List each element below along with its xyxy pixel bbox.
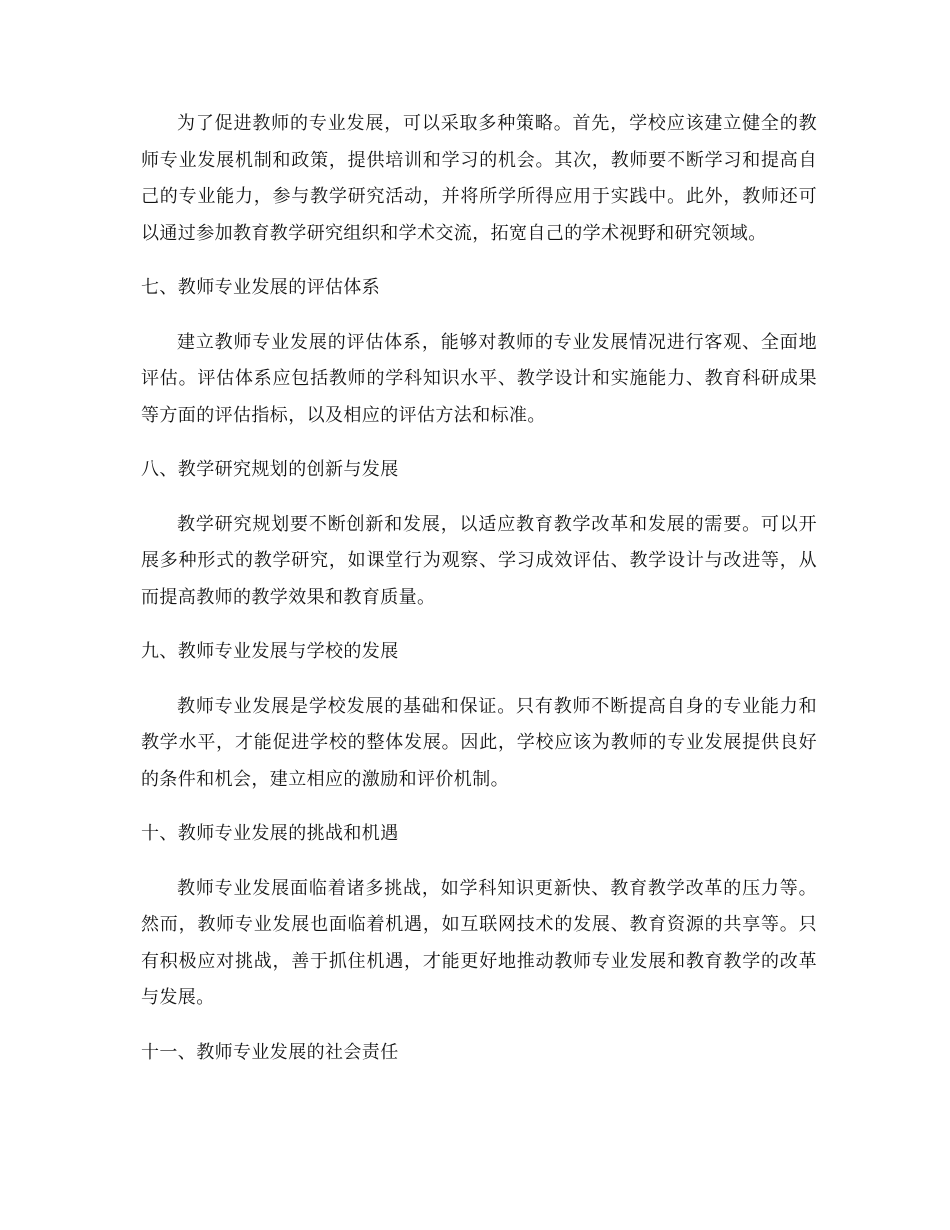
paragraph-evaluation-system: 建立教师专业发展的评估体系，能够对教师的专业发展情况进行客观、全面地评估。评估体系应包括教师的学科知识水平、教学设计和实施能力、教育科研成果等方面的评估指标，以及相应的评估方法和标准。 <box>141 331 817 426</box>
paragraph-challenges-opportunities: 教师专业发展面临着诸多挑战，如学科知识更新快、教育教学改革的压力等。然而，教师专业发展也面临着机遇，如互联网技术的发展、教育资源的共享等。只有积极应对挑战，善于抓住机遇，才能更好地推动教师专业发展和教育教学的改革与发展。 <box>141 877 817 1008</box>
section-heading-8: 八、教学研究规划的创新与发展 <box>141 459 399 480</box>
section-heading-11: 十一、教师专业发展的社会责任 <box>141 1041 399 1063</box>
section-heading-9: 九、教师专业发展与学校的发展 <box>141 641 399 662</box>
section-heading-7: 七、教师专业发展的评估体系 <box>141 277 381 298</box>
paragraph-strategies: 为了促进教师的专业发展，可以采取多种策略。首先，学校应该建立健全的教师专业发展机制和政策，提供培训和学习的机会。其次，教师要不断学习和提高自己的专业能力，参与教学研究活动，并将所学所得应用于实践中。此外，教师还可以通过参加教育教学研究组织和学术交流，拓宽自己的学术视野和研究领域。 <box>141 113 817 244</box>
paragraph-school-development: 教师专业发展是学校发展的基础和保证。只有教师不断提高自身的专业能力和教学水平，才能促进学校的整体发展。因此，学校应该为教师的专业发展提供良好的条件和机会，建立相应的激励和评价机制。 <box>141 695 817 790</box>
document-body <box>141 106 817 1089</box>
section-heading-10: 十、教师专业发展的挑战和机遇 <box>141 823 399 844</box>
paragraph-research-innovation: 教学研究规划要不断创新和发展，以适应教育教学改革和发展的需要。可以开展多种形式的教学研究，如课堂行为观察、学习成效评估、教学设计与改进等，从而提高教师的教学效果和教育质量。 <box>141 513 817 608</box>
